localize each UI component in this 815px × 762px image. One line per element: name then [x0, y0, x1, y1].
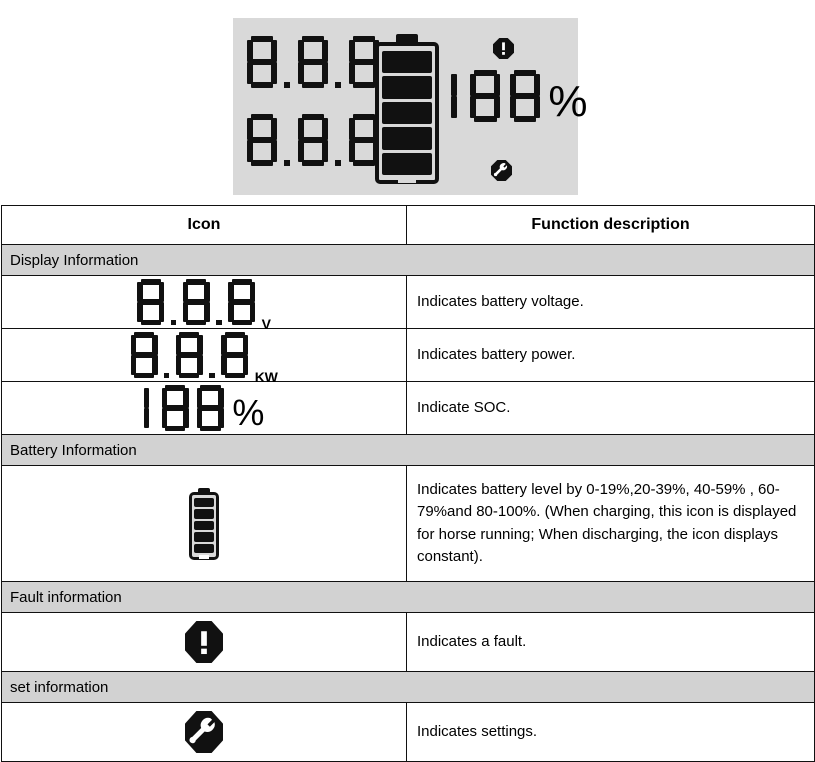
settings-wrench-octagon-icon — [185, 711, 223, 753]
battery-bottom-notch — [398, 177, 416, 183]
battery-segment — [382, 127, 432, 150]
lcd-soc-cluster — [451, 32, 588, 182]
voltage-unit-label: V — [261, 316, 271, 332]
seven-segment-power-icon — [131, 332, 278, 385]
seven-segment-digit — [228, 279, 255, 325]
battery-segment — [194, 544, 214, 554]
table-row — [2, 466, 815, 582]
icon-function-table — [1, 205, 815, 762]
description-cell: Indicates battery level by 0-19%,20-39%, 40-59% , 60-79%and 80-100%. (When charging, this icon is displayed for horse running; When discharging, the icon displays constant). — [407, 466, 815, 582]
battery-level-icon — [189, 488, 219, 560]
seven-segment-digit — [247, 36, 277, 88]
description-cell: Indicates settings. — [407, 703, 815, 762]
power-unit-label: KW — [254, 369, 278, 385]
section-header-battery-information — [2, 435, 815, 466]
description-cell: Indicates battery voltage. — [407, 276, 815, 329]
decimal-point — [216, 320, 222, 326]
table-row — [2, 276, 815, 329]
icon-cell-settings — [2, 703, 407, 762]
table-header-row — [2, 206, 815, 245]
seven-segment-soc-icon — [144, 385, 265, 431]
column-header-description: Function description — [407, 206, 815, 245]
lcd-soc-readout — [451, 70, 588, 126]
section-title: set information — [2, 672, 815, 703]
lcd-display-preview — [233, 18, 588, 195]
column-header-icon: Icon — [2, 206, 407, 245]
icon-cell-voltage — [2, 276, 407, 332]
seven-segment-one — [451, 70, 457, 122]
icon-cell-fault — [2, 613, 407, 672]
decimal-point — [171, 320, 177, 326]
table-row — [2, 613, 815, 672]
decimal-point — [284, 82, 290, 88]
section-header-fault-information — [2, 582, 815, 613]
battery-segment — [382, 51, 432, 74]
seven-segment-digit — [470, 70, 500, 122]
section-title: Battery Information — [2, 435, 815, 466]
settings-wrench-octagon-icon — [491, 160, 512, 181]
battery-body — [189, 492, 219, 560]
icon-cell-battery — [2, 466, 407, 582]
lcd-preview-area — [0, 0, 815, 205]
percent-unit-label: % — [232, 392, 265, 433]
decimal-point — [164, 373, 170, 379]
seven-segment-digit — [298, 114, 328, 166]
battery-segment — [382, 153, 432, 176]
fault-octagon-icon — [185, 621, 223, 663]
table-row — [2, 329, 815, 382]
battery-segment — [194, 521, 214, 531]
seven-segment-digit — [197, 385, 224, 431]
table-row — [2, 703, 815, 762]
section-header-display-information — [2, 245, 815, 276]
fault-octagon-icon — [493, 38, 514, 59]
battery-segment — [194, 532, 214, 542]
battery-segment — [194, 498, 214, 508]
table-row — [2, 382, 815, 435]
battery-level-icon — [375, 34, 439, 184]
battery-segment — [382, 102, 432, 125]
battery-bottom-notch — [199, 555, 209, 559]
battery-body — [375, 42, 439, 184]
seven-segment-digit — [176, 332, 203, 378]
section-title: Display Information — [2, 245, 815, 276]
decimal-point — [284, 160, 290, 166]
seven-segment-digit — [510, 70, 540, 122]
battery-segment — [194, 509, 214, 519]
description-cell: Indicates a fault. — [407, 613, 815, 672]
section-title: Fault information — [2, 582, 815, 613]
icon-cell-soc — [2, 382, 407, 435]
seven-segment-digit — [183, 279, 210, 325]
battery-segment — [382, 76, 432, 99]
decimal-point — [335, 160, 341, 166]
percent-unit-label: % — [548, 77, 588, 126]
seven-segment-digit — [298, 36, 328, 88]
seven-segment-digit — [221, 332, 248, 378]
seven-segment-digit — [247, 114, 277, 166]
decimal-point — [335, 82, 341, 88]
decimal-point — [209, 373, 215, 379]
seven-segment-digit — [131, 332, 158, 378]
seven-segment-one — [144, 385, 150, 431]
icon-cell-power — [2, 329, 407, 385]
section-header-set-information — [2, 672, 815, 703]
seven-segment-digit — [162, 385, 189, 431]
seven-segment-voltage-icon — [137, 279, 271, 332]
description-cell: Indicate SOC. — [407, 382, 815, 435]
seven-segment-digit — [137, 279, 164, 325]
description-cell: Indicates battery power. — [407, 329, 815, 382]
